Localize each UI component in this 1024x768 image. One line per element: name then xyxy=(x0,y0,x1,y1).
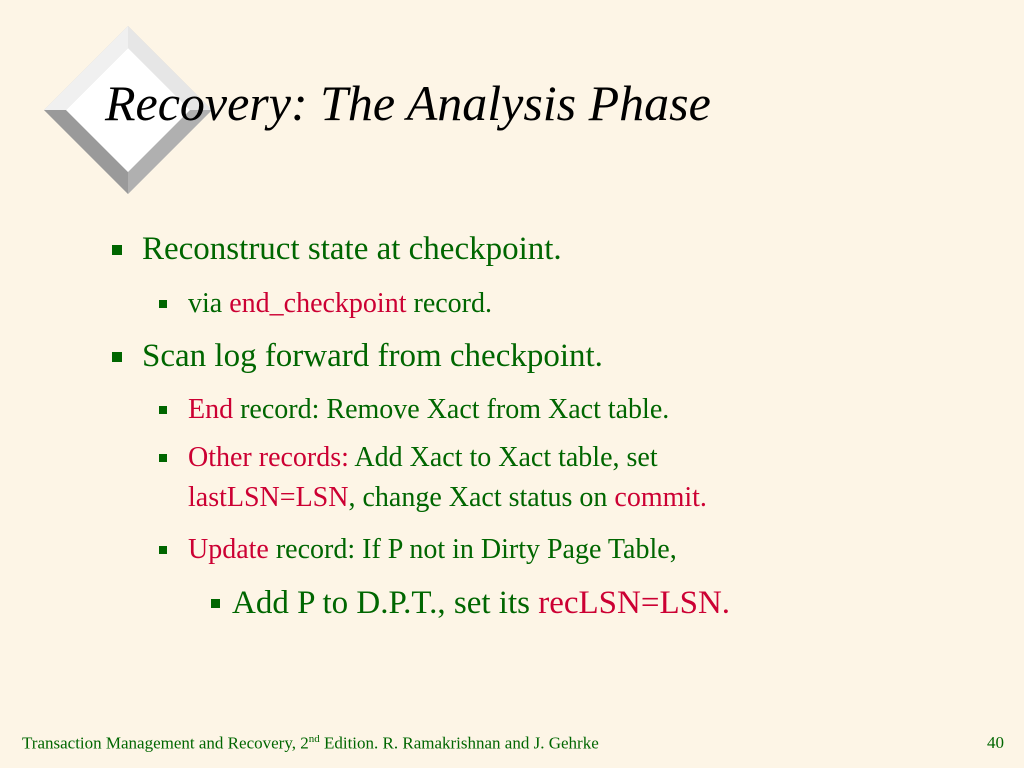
bullet-text: record: Remove Xact from Xact table. xyxy=(233,394,670,425)
bullet-square-icon xyxy=(112,245,122,255)
highlight-other-records: Other records: xyxy=(188,442,349,473)
bullet-text: , change Xact status on xyxy=(348,482,615,513)
bullet-other-records-continued xyxy=(188,481,707,515)
bullet-square-icon xyxy=(159,406,167,414)
bullet-square-icon xyxy=(159,300,167,308)
bullet-end-record xyxy=(159,393,669,427)
bullet-text: record: If P not in Dirty Page Table, xyxy=(268,534,677,565)
bullet-square-icon xyxy=(159,546,167,554)
highlight-end-checkpoint: end_checkpoint xyxy=(229,288,407,319)
highlight-update: Update xyxy=(188,534,269,565)
bullet-square-icon xyxy=(112,352,122,362)
bullet-square-icon xyxy=(211,599,220,608)
footer-superscript: nd xyxy=(308,733,320,745)
highlight-commit: commit. xyxy=(614,482,707,513)
highlight-reclsn: recLSN=LSN. xyxy=(538,585,731,621)
highlight-lastlsn: lastLSN=LSN xyxy=(188,482,349,513)
bullet-text: Add Xact to Xact table, set xyxy=(348,442,658,473)
slide-footer xyxy=(22,733,599,754)
bullet-reconstruct xyxy=(112,230,562,270)
bullet-text: Reconstruct state at checkpoint. xyxy=(142,231,562,267)
bullet-text: Add P to D.P.T., set its xyxy=(232,585,539,621)
bullet-update-record xyxy=(159,533,677,567)
slide-title: Recovery: The Analysis Phase xyxy=(105,75,711,131)
footer-text: Transaction Management and Recovery, 2 xyxy=(22,733,309,753)
bullet-via-end-checkpoint xyxy=(159,287,492,321)
page-number: 40 xyxy=(987,733,1004,752)
bullet-scan-log xyxy=(112,337,603,377)
highlight-end: End xyxy=(188,394,234,425)
bullet-other-records xyxy=(159,441,658,475)
bullet-text: Scan log forward from checkpoint. xyxy=(142,338,603,374)
bullet-square-icon xyxy=(159,454,167,462)
footer-text-end: Edition. R. Ramakrishnan and J. Gehrke xyxy=(319,733,599,753)
bullet-add-p-to-dpt xyxy=(211,584,730,624)
bullet-text: record. xyxy=(406,288,493,319)
bullet-text: via xyxy=(188,288,230,319)
